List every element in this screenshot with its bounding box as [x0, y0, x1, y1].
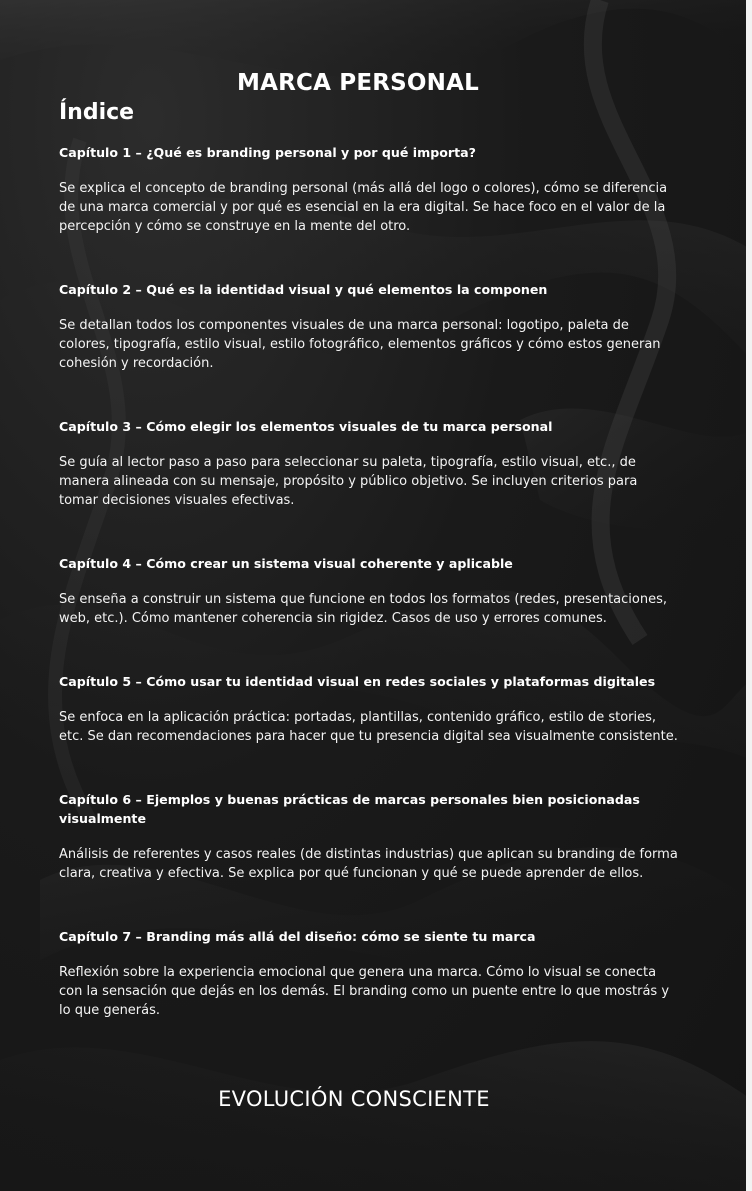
chapter-title: Capítulo 6 – Ejemplos y buenas prácticas de marcas personales bien posicionadas visualmente: [59, 792, 640, 826]
brand-footer: EVOLUCIÓN CONSCIENTE: [218, 1087, 490, 1111]
chapter-title: Capítulo 3 – Cómo elegir los elementos visuales de tu marca personal: [59, 419, 553, 434]
page-title: MARCA PERSONAL: [237, 70, 479, 96]
chapter-description: Se enfoca en la aplicación práctica: portadas, plantillas, contenido gráfico, estilo de stories, etc. Se dan recomendaciones para hacer que tu presencia digital sea visualmente consistente.: [59, 710, 678, 744]
chapter-title: Capítulo 7 – Branding más allá del diseño: cómo se siente tu marca: [59, 929, 536, 944]
chapter-description: Se detallan todos los componentes visuales de una marca personal: logotipo, paleta de colores, tipografía, estilo visual, estilo fotográfico, elementos gráficos y cómo estos generan cohesión y recordación.: [59, 318, 661, 371]
frame-edge: [746, 0, 752, 1191]
chapter-title: Capítulo 1 – ¿Qué es branding personal y por qué importa?: [59, 145, 476, 160]
chapter-description: Se explica el concepto de branding personal (más allá del logo o colores), cómo se diferencia de una marca comercial y por qué es esencial en la era digital. Se hace foco en el valor de la percepción y cómo se construye en la mente del otro.: [59, 181, 668, 234]
chapter-title: Capítulo 4 – Cómo crear un sistema visual coherente y aplicable: [59, 556, 513, 571]
index-heading: Índice: [59, 100, 135, 125]
chapter-description: Reflexión sobre la experiencia emocional que genera una marca. Cómo lo visual se conecta con la sensación que dejás en los demás. El branding como un puente entre lo que mostrás y lo que generás.: [59, 965, 670, 1018]
chapter-item: [59, 927, 679, 1020]
chapter-item: [59, 143, 679, 236]
chapter-description: Se guía al lector paso a paso para seleccionar su paleta, tipografía, estilo visual, etc., de manera alineada con su mensaje, propósito y público objetivo. Se incluyen criterios para tomar decisiones visuales efectivas.: [59, 455, 638, 508]
chapter-list: [59, 143, 679, 1064]
chapter-item: [59, 790, 679, 883]
chapter-item: [59, 280, 679, 373]
chapter-item: [59, 417, 679, 510]
chapter-description: Se enseña a construir un sistema que funcione en todos los formatos (redes, presentaciones, web, etc.). Cómo mantener coherencia sin rigidez. Casos de uso y errores comunes.: [59, 592, 667, 626]
chapter-title: Capítulo 2 – Qué es la identidad visual y qué elementos la componen: [59, 282, 548, 297]
chapter-item: [59, 554, 679, 628]
chapter-title: Capítulo 5 – Cómo usar tu identidad visual en redes sociales y plataformas digitales: [59, 674, 656, 689]
chapter-description: Análisis de referentes y casos reales (de distintas industrias) que aplican su branding de forma clara, creativa y efectiva. Se explica por qué funcionan y qué se puede aprender de ellos.: [59, 847, 678, 881]
chapter-item: [59, 672, 679, 746]
